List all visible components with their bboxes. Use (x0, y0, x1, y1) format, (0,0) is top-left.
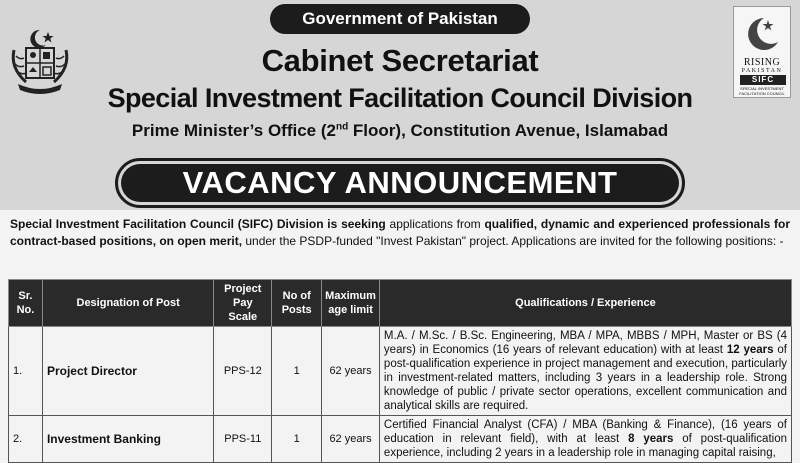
cell-sr: 2. (9, 416, 43, 463)
logo-rising-text: RISING (743, 57, 781, 68)
government-banner: Government of Pakistan (270, 4, 530, 34)
logo-small-text: SPECIAL INVESTMENT FACILITATION COUNCIL (739, 86, 785, 96)
cell-designation: Investment Banking (42, 416, 213, 463)
vacancy-announcement-banner (115, 158, 685, 208)
header-sr-no: Sr. No. (9, 280, 43, 327)
cell-designation: Project Director (42, 327, 213, 416)
cell-posts: 1 (272, 416, 322, 463)
header-age-limit: Maximum age limit (322, 280, 380, 327)
cell-age: 62 years (322, 416, 380, 463)
cell-age: 62 years (322, 327, 380, 416)
title-cabinet-secretariat: Cabinet Secretariat (261, 43, 539, 78)
table-row (9, 416, 792, 463)
logo-pakistan-text: PAKISTAN (741, 68, 783, 74)
table-row (9, 327, 792, 416)
logo-sifc-text: SIFC (740, 75, 786, 85)
cell-pay-scale: PPS-11 (214, 416, 272, 463)
header-designation: Designation of Post (42, 280, 213, 327)
cell-qualifications: M.A. / M.Sc. / B.Sc. Engineering, MBA / MPA, MBBS / MPH, Master or BS (4 years) in Economics (16 years of relevant education) with at least 12 years of post-qualification experience in project management and execution, particularly in investment-related matters, including 3 years in a leadership role. Strong knowledge of public / private sector operations, excellent communication and analytical skills are required. (379, 327, 791, 416)
header-qualifications: Qualifications / Experience (379, 280, 791, 327)
table-header-row (9, 280, 792, 327)
cell-qualifications: Certified Financial Analyst (CFA) / MBA (Banking & Finance), (16 years of education in relevant field), with at least 8 years of post-qualification experience, including 2 years in a leadership role in managing capital raising, (379, 416, 791, 463)
intro-paragraph: Special Investment Facilitation Council (SIFC) Division is seeking applications from qualified, dynamic and experienced professionals for contract-based positions, on open merit, under the PSDP-funded "Invest Pakistan" project. Applications are invited for the following positions: - (10, 217, 790, 248)
cell-posts: 1 (272, 327, 322, 416)
vacancy-announcement-text: VACANCY ANNOUNCEMENT (121, 164, 679, 202)
address-line: Prime Minister’s Office (2nd Floor), Constitution Avenue, Islamabad (131, 121, 669, 140)
positions-table (8, 279, 792, 463)
cell-pay-scale: PPS-12 (214, 327, 272, 416)
cell-sr: 1. (9, 327, 43, 416)
header-no-of-posts: No of Posts (272, 280, 322, 327)
title-division: Special Investment Facilitation Council Division (107, 83, 693, 113)
header-pay-scale: Project Pay Scale (214, 280, 272, 327)
header-band (0, 0, 800, 210)
